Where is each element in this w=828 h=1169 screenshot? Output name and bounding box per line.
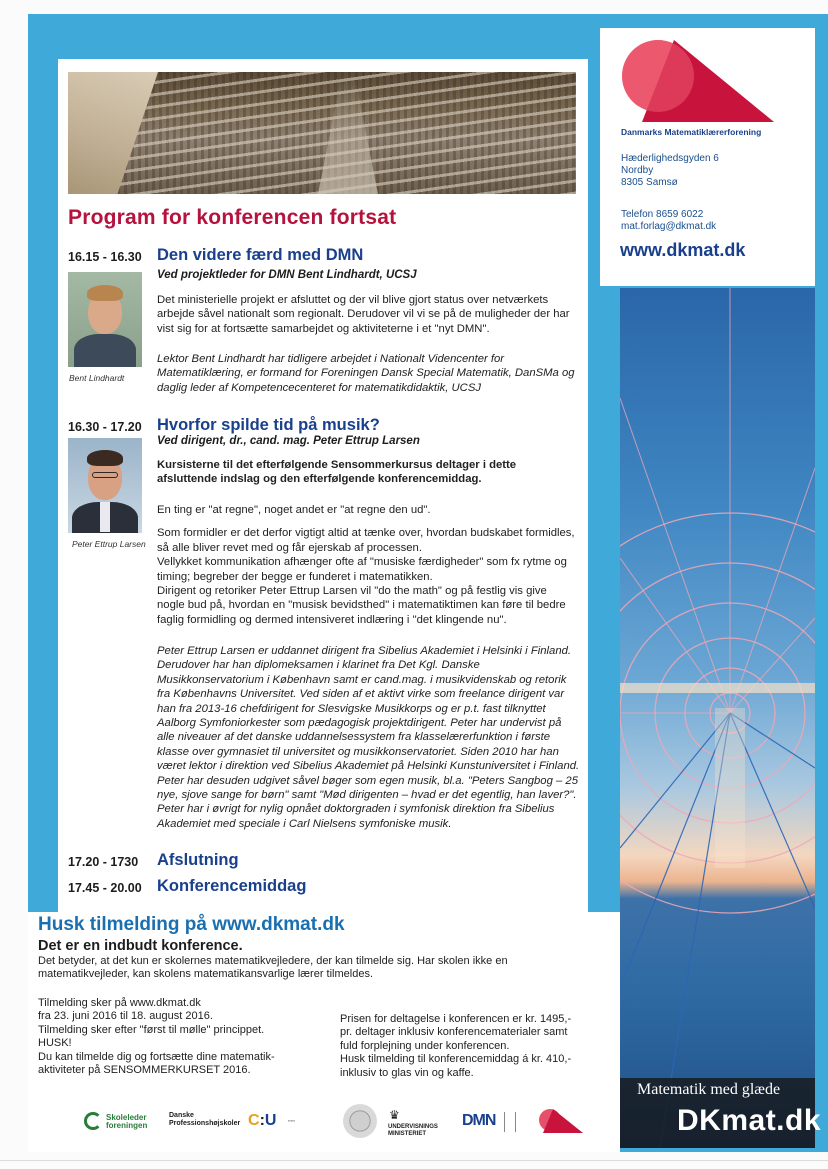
- university-seal-icon: [343, 1104, 377, 1138]
- session-2-lead: Kursisterne til det efterfølgende Sensommerkursus deltager i dette afsluttende indslag og den efterfølgende konferencemiddag.: [157, 459, 517, 486]
- cfu-subtext-icon: ▪▪▪▪▪: [288, 1118, 296, 1123]
- dmn-lines-icon: [504, 1112, 516, 1132]
- org-name: Danmarks Matematiklærerforening: [621, 127, 762, 137]
- session-1-speaker: Ved projektleder for DMN Bent Lindhardt, UCSJ: [157, 269, 417, 281]
- skoleleder-logo-icon: [84, 1112, 102, 1130]
- signup-intro: Det betyder, at det kun er skolernes matematikvejledere, der kan tilmelde sig. Har skolen ikke en matematikvejleder, kan skolens matematikansvarlige lærer tilmeldes.: [38, 955, 508, 981]
- signup-right-column: Prisen for deltagelse i konferencen er kr. 1495,- pr. deltager inklusiv konferencematerialer samt fuld forplejning under konferencen. Husk tilmelding til konferencemiddag á kr. 410,- inklusiv to glas vin og kaffe.: [340, 1013, 572, 1079]
- peter-ettrup-larsen-caption: Peter Ettrup Larsen: [72, 539, 146, 549]
- session-2-speaker: Ved dirigent, dr., cand. mag. Peter Ettrup Larsen: [157, 435, 420, 447]
- bent-lindhardt-caption: Bent Lindhardt: [69, 373, 125, 383]
- org-website-link[interactable]: www.dkmat.dk: [620, 240, 746, 260]
- peter-ettrup-larsen-photo: [68, 438, 142, 533]
- slogan-website: DKmat.dk: [677, 1104, 822, 1137]
- danske-professionshojskoler-logo: Danske Professionshøjskoler: [169, 1112, 241, 1127]
- bent-lindhardt-photo: [68, 272, 142, 367]
- cfu-logo: C:U: [248, 1112, 277, 1129]
- org-contact: Telefon 8659 6022 mat.forlag@dkmat.dk: [621, 209, 717, 233]
- session-4-title: Konferencemiddag: [157, 877, 307, 895]
- skoleleder-logo-text: Skoleleder foreningen: [106, 1113, 148, 1130]
- session-3-title: Afslutning: [157, 851, 239, 869]
- slogan-text: Matematik med glæde: [637, 1081, 781, 1098]
- page-bottom-line: [0, 1160, 828, 1161]
- org-address: Hæderlighedsgyden 6 Nordby 8305 Samsø: [621, 153, 719, 189]
- signup-title: Husk tilmelding på www.dkmat.dk: [38, 914, 345, 935]
- conference-audience-photo: [68, 72, 576, 194]
- page-title: Program for konferencen fortsat: [68, 206, 397, 229]
- session-1-time: 16.15 - 16.30: [68, 250, 142, 264]
- dkmat-small-logo-icon: [533, 1106, 583, 1141]
- session-1-title: Den videre færd med DMN: [157, 246, 364, 264]
- session-2-description: En ting er "at regne", noget andet er "at regne den ud". Som formidler er det derfor vigtigt altid at tænke over, hvordan budskabet formidles, så alle bliver revet med og får ejerskab af processen. Vellykket kommunikation afhænger ofte af "musiske færdigheder" som fx rytme og timing; begreber der begge er funderet i matematikken. Dirigent og retoriker Peter Ettrup Larsen vil "do the math" og på festlig vis give nogle bud på, hvordan en "musisk bevidsthed" i matematiktimen kan føre til bedre faglig formidling og dermed intensiveret indlæring i "det klingende nu".: [157, 504, 575, 626]
- session-4-time: 17.45 - 20.00: [68, 881, 142, 895]
- sunset-sea-image: [620, 288, 815, 1148]
- footer-logos: [28, 1098, 620, 1150]
- session-1-bio: Lektor Bent Lindhardt har tidligere arbejdet i Nationalt Videncenter for Matematiklæring, er formand for Foreningen Dansk Special Matematik, DanSMa og daglig leder af Kompetencecenteret for matematikdidaktik, UCSJ: [157, 353, 575, 394]
- crown-icon: ♛: [389, 1108, 400, 1122]
- session-3-time: 17.20 - 1730: [68, 855, 139, 869]
- session-1-description: Det ministerielle projekt er afsluttet og der vil blive gjort status over netværkets arbejde såvel nationalt som regionalt. Derudover vil vi se på de muligheder der har vist sig for at fortsætte samarbejdet og aktiviteterne i et "nyt DMN".: [157, 294, 570, 335]
- undervisningsministeriet-logo: UNDERVISNINGS MINISTERIET: [388, 1124, 438, 1137]
- dmn-logo-graphic: [620, 34, 780, 129]
- session-2-time: 16.30 - 17.20: [68, 420, 142, 434]
- session-2-title: Hvorfor spilde tid på musik?: [157, 416, 380, 434]
- signup-left-column: Tilmelding sker på www.dkmat.dk fra 23. juni 2016 til 18. august 2016. Tilmelding sker efter "først til mølle" princippet. HUSK! Du kan tilmelde dig og fortsætte dine matematik- aktiviteter på SENSOMMERKURSET 2016.: [38, 997, 275, 1077]
- signup-subtitle: Det er en indbudt konference.: [38, 938, 243, 954]
- dmn-logo: DMN: [462, 1112, 496, 1129]
- session-2-bio: Peter Ettrup Larsen er uddannet dirigent fra Sibelius Akademiet i Helsinki i Finland. Derudover har han diplomeksamen i klarinet fra Det Kgl. Danske Musikkonservatorium i København samt er cand.mag. i musikvidenskab og retorik fra Københavns Universitet. Ved siden af et aktivt virke som freelance dirigent var han fra 2013-16 chefdirigent for Slesvigske Musikkorps og er p.t. fast tilknyttet Aalborg Symfoniorkester som pædagogisk projektdirigent. Peter har undervist på alle niveauer af det danske uddannelsessystem fra klasselærerfunktion i første klasse over gymnasiet til universitet og musikkonservatoriet. Siden 2010 har han været lektor i direktion ved Sibelius Akademiet på Helsinki Kunstuniversitet i Finland. Peter har desuden udgivet såvel bøger som egen musik, bl.a. "Peters Sangbog – 25 nye, sjove sange for børn" samt "Mød dirigenten – hvad er det egentlig, han laver?". Peter har i øvrigt for nylig opnået doktorgraden i symfonisk direktion fra Sibelius Akademiet med speciale i Carl Nielsens symfoniske musik.: [157, 645, 580, 830]
